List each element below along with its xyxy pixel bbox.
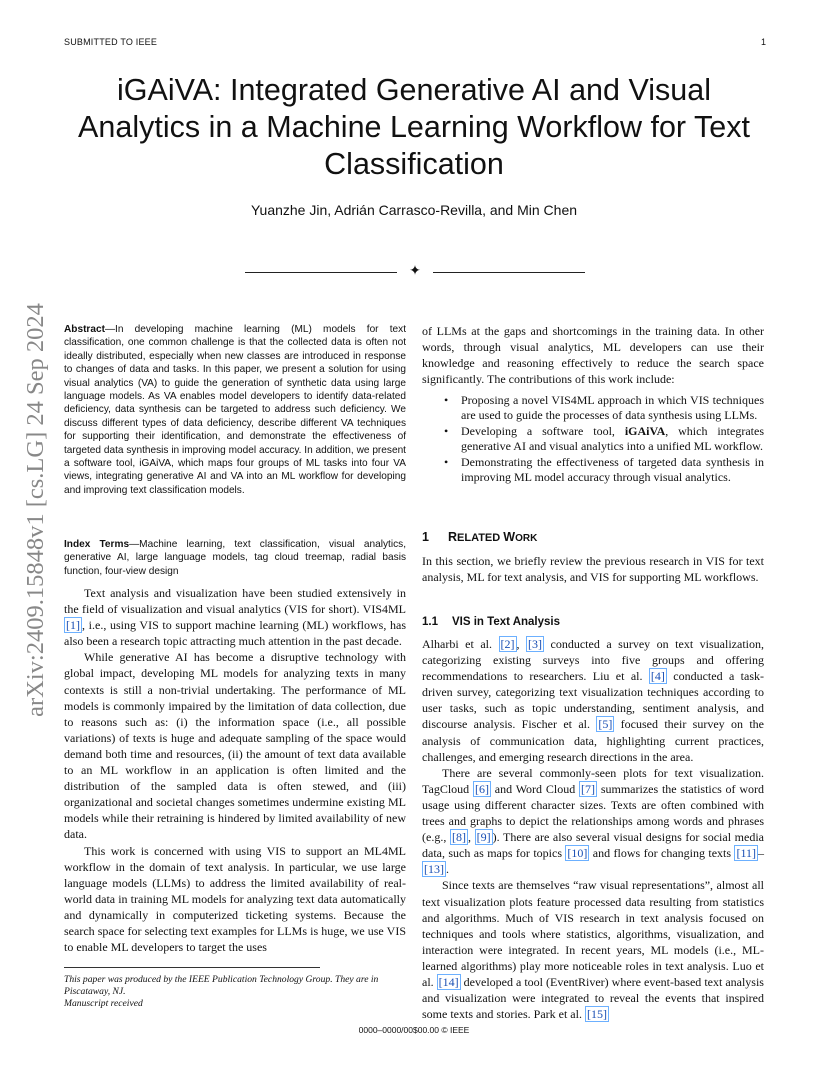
index-terms-label: Index Terms <box>64 539 130 550</box>
arxiv-stamp: arXiv:2409.15848v1 [cs.LG] 24 Sep 2024 <box>22 303 49 717</box>
section-heading <box>422 530 764 544</box>
text-span: Since texts are themselves “raw visual representations”, almost all text visualization plots feature processed data resulting from statistics and algorithms. Much of VIS research in text analysis focused on techniques and tools where statistics, algorithms, visualization, and interaction were integrated. In recent years, ML models (i.e., ML-learned algorithms) play more noticeable roles in text analysis. Luo et al. <box>422 878 764 989</box>
list-item <box>422 393 764 423</box>
text-span: – <box>758 846 764 861</box>
citation-link[interactable]: [11] <box>736 846 756 861</box>
text-span: There are several commonly-seen plots for text visualization. TagCloud <box>422 765 764 796</box>
bullet-icon: • <box>444 393 449 407</box>
intro-paragraph-1 <box>64 585 406 649</box>
abstract <box>64 323 406 497</box>
citation-link[interactable]: [3] <box>528 637 543 651</box>
text-span: developed a tool (EventRiver) where event-based text analysis and visualization were integrated to reveal the events that inspired some texts and stories. Park et al. <box>422 974 764 1022</box>
footnote <box>64 974 406 1011</box>
list-item <box>422 424 764 454</box>
author-list: Yuanzhe Jin, Adrián Carrasco-Revilla, and Min Chen <box>250 202 578 218</box>
text-span: summarizes the statistics of word usage using different character sizes. Texts are often combined with trees and graphs to depict the relationships among words and phrases (e.g., <box>422 781 765 845</box>
text-span: , <box>467 830 475 845</box>
section-title: RELATED WORK <box>448 530 538 544</box>
running-header: SUBMITTED TO IEEE <box>64 37 158 47</box>
section-intro-text: In this section, we briefly review the previous research in VIS for text analysis, ML for text analysis, and VIS for supporting ML workflows. <box>422 554 764 585</box>
footnote-line-1: This paper was produced by the IEEE Publication Technology Group. They are in Piscataway, NJ. <box>64 974 379 998</box>
related-paragraph-3 <box>422 877 764 1022</box>
paper-title: iGAiVA: Integrated Generative AI and Visual Analytics in a Machine Learning Workflow for Text Classification <box>78 73 750 181</box>
related-paragraph-2 <box>422 765 764 878</box>
text-span: Developing a software tool, <box>461 424 625 438</box>
citation-link[interactable]: [15] <box>586 1007 607 1022</box>
intro-left <box>64 585 406 955</box>
bullet-icon: • <box>444 424 449 438</box>
citation-link[interactable]: [14] <box>438 974 459 989</box>
tool-name: iGAiVA <box>624 424 666 438</box>
subsection-number: 1.1 <box>422 616 438 628</box>
text-span: , i.e., using VIS to support machine learning (ML) workflows, has also been a research topic attracting much attention in the past decade. <box>64 618 406 649</box>
text-span: Proposing a novel VIS4ML approach in which VIS techniques are used to guide the processes of data synthesis using LLMs. <box>461 393 764 422</box>
abstract-text: —In developing machine learning (ML) models for text classification, one common challenge is that the collected data is often not ideally distributed, especially when new classes are introduced in response to changes of data and tasks. In this paper, we present a solution for using visual analytics (VA) to guide the generation of synthetic data using large language models. As VA enables model developers to identify data-related deficiency, data synthesis can be targeted to address such deficiency. We discuss different types of data deficiency, describe different VA techniques for supporting their identification, and demonstrate the effectiveness of targeted data synthesis in improving model accuracy. In addition, we present a software tool, iGAiVA, which maps four groups of ML tasks into four VA views, integrating generative AI and VA into an ML workflow for developing and improving text classification models. <box>64 324 406 496</box>
text-span: Alharbi et al. <box>422 637 499 651</box>
section-number: 1 <box>422 530 429 544</box>
divider-line-left <box>245 272 397 273</box>
contributions-list <box>422 393 764 486</box>
related-paragraph-1 <box>422 636 764 765</box>
text-span: focused their survey on the analysis of communication data, highlighting current practices, challenges, and emerging research directions in the area. <box>422 717 764 764</box>
text-span: Demonstrating the effectiveness of targeted data synthesis in improving ML model accuracy through visual analytics. <box>461 455 764 484</box>
subsection-body <box>422 636 764 1022</box>
text-span: Text analysis and visualization have been studied extensively in the field of visualization and visual analytics (VIS for short). VIS4ML <box>64 586 406 617</box>
subsection-heading <box>422 616 764 628</box>
text-span: . <box>446 862 449 877</box>
list-item <box>422 455 764 485</box>
index-terms-text: —Machine learning, text classification, visual analytics, generative AI, large language models, tag cloud treemap, radial basis function, four-view design <box>64 539 406 577</box>
divider-star-icon: ✦ <box>409 264 421 279</box>
text-span: , <box>516 637 527 651</box>
intro-paragraph-2: While generative AI has become a disruptive technology with global impact, developing ML models for analyzing texts in many contexts is still a non-trivial undertaking. The performance of ML models is commonly impaired by the limitation of data collection, due to reasons such as: (i) the information space (i.e., all possible variations) of texts is huge and adequate sampling of the space would demand both time and resources, (ii) the amount of text data available to an ML workflow in an application is often limited and the distribution of the sampled data is often stewed, and (iii) organizational and societal changes sometimes undermine existing ML models while their retraining is hindered by limited availability of new data. <box>64 650 406 842</box>
index-terms <box>64 538 406 578</box>
citation-link[interactable]: [2] <box>500 637 515 651</box>
citation-link[interactable]: [9] <box>476 830 491 845</box>
intro-paragraph-3: This work is concerned with using VIS to support an ML4ML workflow in the domain of text analysis. In particular, we use large language models (LLMs) to address the limited availability of real-world data in training ML models for analyzing text data automatically and dynamically in computerized ticketing systems. Because the search space for selecting text examples for LLMs is huge, we use VIS to enable ML developers to target the uses <box>64 843 406 955</box>
footnote-line-2: Manuscript received <box>64 998 143 1010</box>
text-span: , which integrates generative AI and visual analytics into a unified ML workflow. <box>461 424 764 453</box>
text-span: and flows for changing texts <box>589 846 735 861</box>
citation-link[interactable]: [6] <box>474 781 489 796</box>
bullet-icon: • <box>444 455 449 469</box>
subsection-title: VIS in Text Analysis <box>452 616 561 628</box>
citation-link[interactable]: [10] <box>567 846 588 861</box>
citation-link[interactable]: [5] <box>598 717 613 732</box>
text-span: and Word Cloud <box>490 781 580 796</box>
abstract-label: Abstract <box>64 324 105 335</box>
text-span: conducted a survey on text visualization, categorizing existing surveys into five groups and offering recommendations to researchers. Liu et al. <box>422 637 764 684</box>
text-span: ). There are also several visual designs for social media data, such as maps for topics <box>422 830 765 861</box>
citation-link[interactable]: [7] <box>581 781 596 796</box>
citation-link[interactable]: [4] <box>650 669 665 684</box>
divider-line-right <box>433 272 585 273</box>
citation-link[interactable]: [8] <box>451 830 466 845</box>
citation-link[interactable]: [13] <box>424 862 444 877</box>
intro-paragraph-3-continued: of LLMs at the gaps and shortcomings in the training data. In other words, through visual analytics, ML developers can use their knowledge and reasoning effectively to reduce the search space significantly. The contributions of this work include: <box>422 324 764 387</box>
copyright-footer: 0000–0000/00$00.00 © IEEE <box>358 1025 470 1035</box>
page-number: 1 <box>760 37 766 47</box>
title-divider <box>245 263 585 283</box>
footnote-rule <box>64 967 320 968</box>
citation-link[interactable]: [1] <box>66 618 80 633</box>
text-span: conducted a task-driven survey, categorizing text visualization techniques according to user tasks, such as topic understanding, sentiment analysis, and discourse analysis. Fischer et al. <box>422 669 765 732</box>
